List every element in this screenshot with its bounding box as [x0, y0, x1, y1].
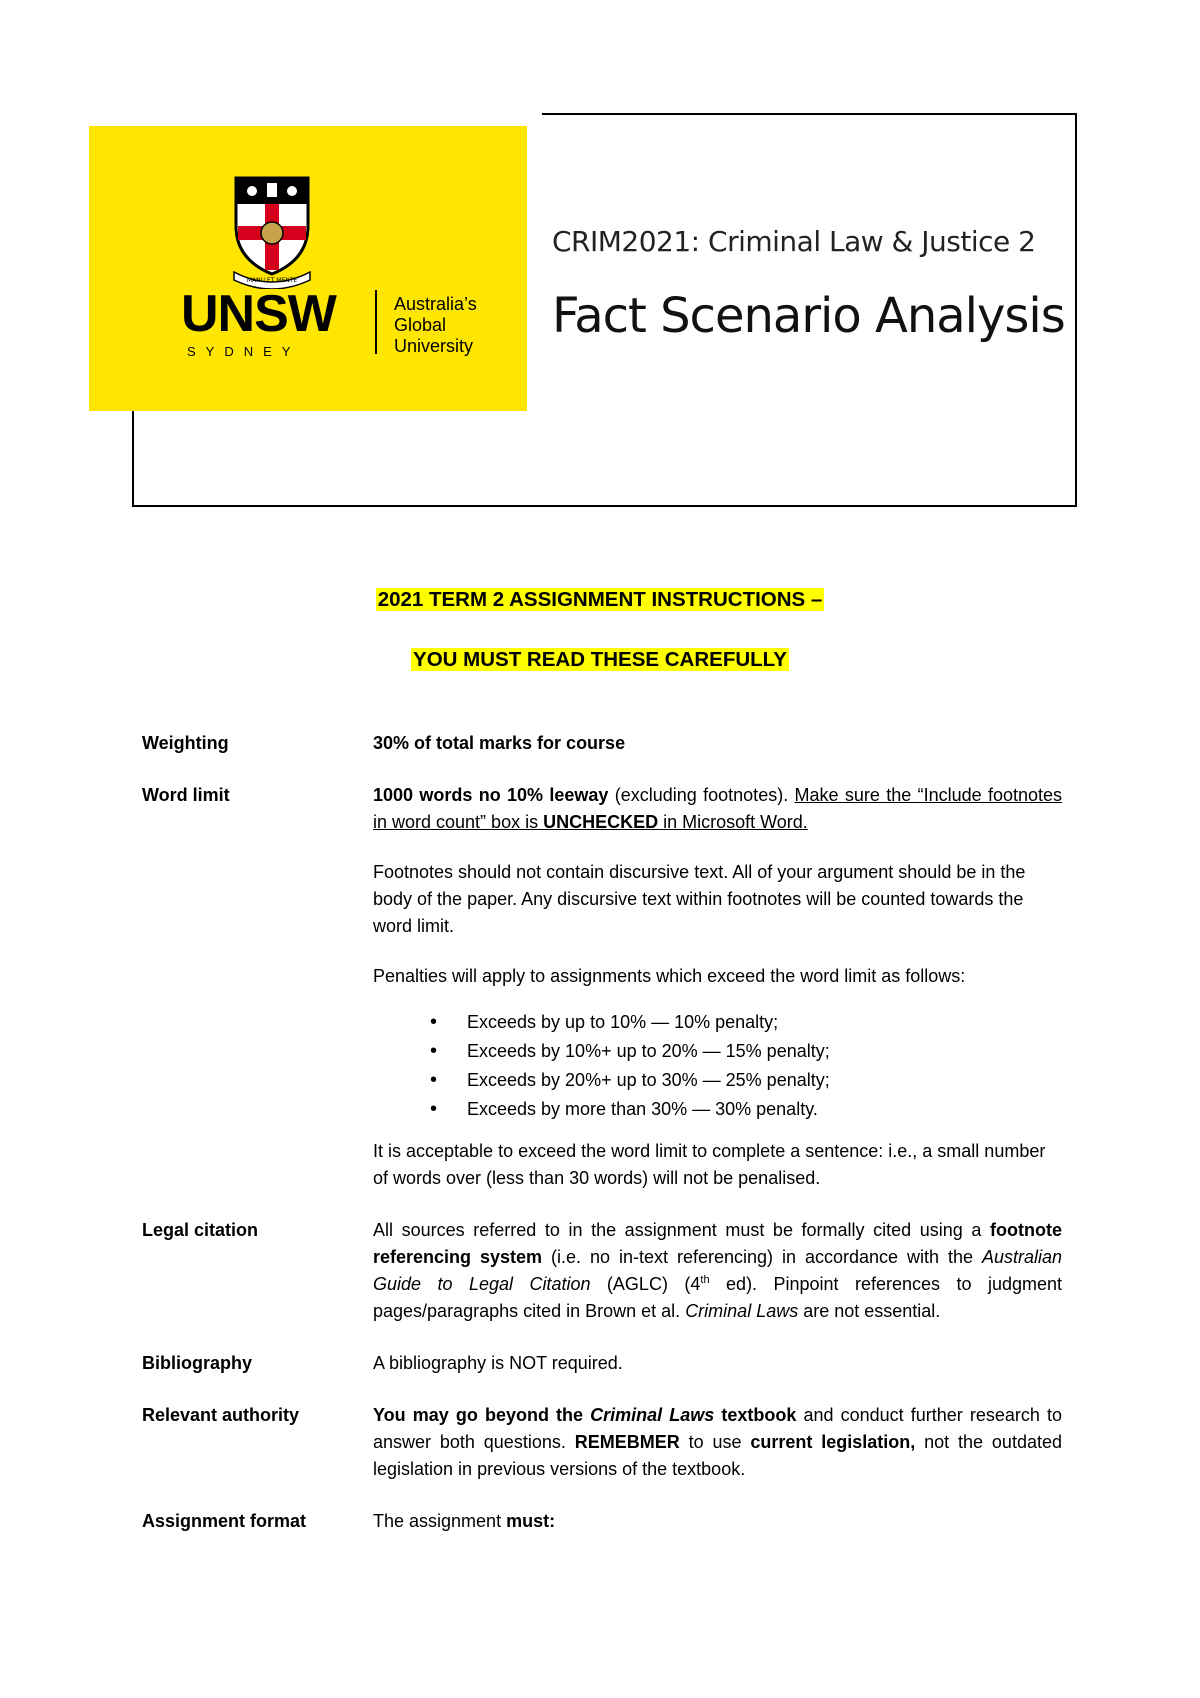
superscript: th [700, 1274, 710, 1286]
underlined-text: in Microsoft Word. [658, 812, 808, 832]
underlined-bold-text: UNCHECKED [543, 812, 659, 832]
row-relevant-authority [142, 1402, 1062, 1483]
penalties-intro: Penalties will apply to assignments which exceed the word limit as follows: [373, 966, 966, 986]
text: (i.e. no in-text referencing) in accordance with the [542, 1247, 982, 1267]
text: The assignment [373, 1511, 507, 1531]
footnotes-paragraph: Footnotes should not contain discursive text. All of your argument should be in the body of the paper. Any discursive text within footnotes will be counted towards the word limit. [373, 862, 1026, 936]
tagline-line: University [394, 336, 474, 356]
text: to use [679, 1432, 751, 1452]
bold-text: REMEBMER [574, 1432, 680, 1452]
header-top-rule [542, 113, 1075, 115]
bold-text: 1000 words no 10% leeway [373, 785, 609, 805]
text: and conduct further research to answer both questions. [373, 1405, 1062, 1452]
acceptable-paragraph: It is acceptable to exceed the word limit to complete a sentence: i.e., a small number of words over (less than 30 words) will not be penalised. [373, 1141, 1046, 1188]
row-assignment-format [142, 1508, 1062, 1535]
instructions-heading-line1 [0, 588, 1200, 612]
assignment-format-value [373, 1508, 1062, 1535]
text: All sources referred to in the assignment must be formally cited using a [373, 1220, 991, 1240]
unsw-wordmark: UNSW [181, 285, 336, 343]
unsw-tagline [394, 294, 477, 357]
row-weighting [142, 730, 1062, 757]
text: are not essential. [798, 1301, 941, 1321]
row-word-limit [142, 782, 1062, 1192]
instructions-heading-line2 [0, 648, 1200, 672]
italic-text: Criminal Laws [685, 1301, 799, 1321]
row-label: Relevant authority [142, 1405, 300, 1425]
bold-text: textbook [714, 1405, 797, 1425]
unsw-logo-panel [89, 126, 527, 411]
list-item: • Exceeds by more than 30% — 30% penalty. [373, 1095, 1062, 1124]
text: (AGLC) (4 [590, 1274, 701, 1294]
tagline-line: Global [394, 315, 447, 335]
row-label: Weighting [142, 733, 229, 753]
text: not the outdated legislation in previous versions of the textbook. [373, 1432, 1062, 1479]
legal-citation-value [373, 1217, 1062, 1325]
list-item: • Exceeds by 10%+ up to 20% — 15% penalty; [373, 1037, 1062, 1066]
weighting-value: 30% of total marks for course [373, 733, 626, 753]
relevant-authority-value [373, 1402, 1062, 1483]
row-label: Word limit [142, 785, 230, 805]
row-label: Legal citation [142, 1220, 259, 1240]
sydney-wordmark: SYDNEY [187, 344, 301, 359]
word-limit-value [373, 782, 1062, 1192]
logo-divider [375, 290, 377, 354]
header-left-rule [132, 409, 134, 505]
list-item: • Exceeds by 20%+ up to 30% — 25% penalty; [373, 1066, 1062, 1095]
bold-text: current legislation, [750, 1432, 916, 1452]
instructions-table [142, 730, 1062, 1560]
crest-motto: MANU ET MENTE [246, 277, 298, 284]
row-label: Bibliography [142, 1353, 253, 1373]
word-limit-paragraph [373, 782, 1062, 836]
row-bibliography [142, 1350, 1062, 1377]
highlighted-heading: YOU MUST READ THESE CAREFULLY [413, 648, 787, 671]
bold-text: must: [506, 1511, 556, 1531]
row-label: Assignment format [142, 1511, 307, 1531]
bold-text: You may go beyond the [373, 1405, 591, 1425]
document-title: Fact Scenario Analysis [552, 288, 1065, 344]
bold-text: footnote referencing system [373, 1220, 1062, 1267]
unsw-crest-icon [232, 174, 312, 289]
highlighted-heading: 2021 TERM 2 ASSIGNMENT INSTRUCTIONS – [377, 588, 823, 611]
bold-italic-text: Criminal Laws [590, 1405, 715, 1425]
underlined-text: Make sure the “Include footnotes in word count” box is [373, 785, 1062, 832]
row-legal-citation [142, 1217, 1062, 1325]
course-code: CRIM2021: Criminal Law & Justice 2 [552, 225, 1036, 258]
text: (excluding footnotes). [608, 785, 795, 805]
tagline-line: Australia’s [394, 294, 477, 314]
penalties-list [373, 1008, 1062, 1124]
text: ed). Pinpoint references to judgment pages/paragraphs cited in Brown et al. [373, 1274, 1063, 1321]
italic-text: Australian Guide to Legal Citation [373, 1247, 1062, 1294]
list-item: • Exceeds by up to 10% — 10% penalty; [373, 1008, 1062, 1037]
bibliography-value: A bibliography is NOT required. [373, 1353, 623, 1373]
